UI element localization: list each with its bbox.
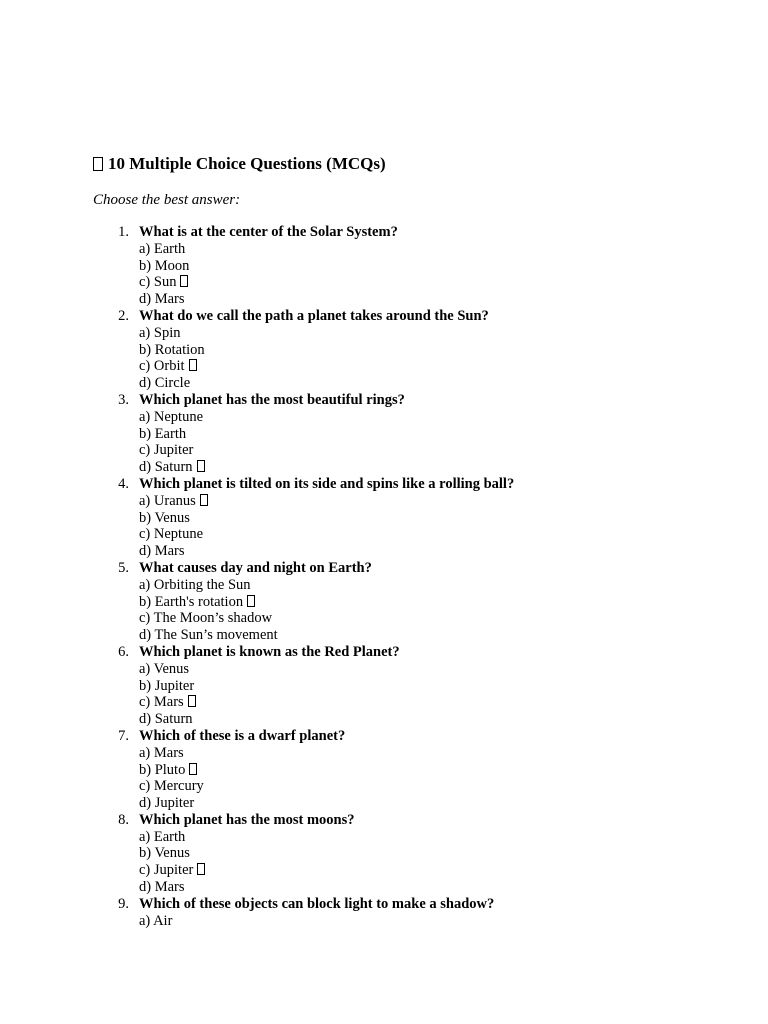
answer-option-label: b) Rotation — [139, 341, 205, 358]
answer-option-5-2 — [139, 594, 733, 611]
answer-option-4-4 — [139, 543, 733, 560]
missing-glyph-icon — [180, 275, 188, 287]
question-item-7 — [93, 728, 733, 812]
missing-glyph-icon — [93, 157, 103, 171]
answer-option-label: d) Mars — [139, 543, 185, 560]
question-number: 3. — [118, 391, 129, 408]
question-item-6 — [93, 644, 733, 728]
question-number: 1. — [118, 224, 129, 240]
missing-glyph-icon — [197, 460, 205, 472]
question-text: Which planet is known as the Red Planet? — [139, 643, 400, 660]
question-item-5 — [93, 560, 733, 644]
missing-glyph-icon — [189, 763, 197, 775]
answer-option-label: c) Mercury — [139, 778, 204, 795]
answer-option-6-1 — [139, 661, 733, 678]
answer-option-label: a) Venus — [139, 660, 190, 677]
answer-option-7-4 — [139, 795, 733, 812]
answer-option-label: b) Earth — [139, 425, 187, 442]
answer-option-label: d) Saturn — [139, 711, 193, 728]
answer-option-4-3 — [139, 526, 733, 543]
question-item-2 — [93, 308, 733, 392]
answer-option-label: c) Orbit — [139, 358, 185, 375]
question-number: 9. — [118, 895, 129, 912]
answer-option-2-3 — [139, 358, 733, 375]
answer-option-4-1 — [139, 493, 733, 510]
question-item-8 — [93, 812, 733, 896]
answer-option-8-4 — [139, 879, 733, 896]
answer-option-label: d) Saturn — [139, 459, 193, 476]
answer-option-5-1 — [139, 577, 733, 594]
missing-glyph-icon — [247, 595, 255, 607]
answer-option-7-3 — [139, 778, 733, 795]
question-text: What causes day and night on Earth? — [139, 559, 372, 576]
answer-option-label: a) Earth — [139, 240, 186, 257]
question-text: What is at the center of the Solar System? — [139, 224, 398, 240]
missing-glyph-icon — [200, 494, 208, 506]
answer-option-label: b) Pluto — [139, 761, 186, 778]
answer-option-5-4 — [139, 627, 733, 644]
answer-option-7-2 — [139, 762, 733, 779]
answer-option-9-1 — [139, 913, 733, 930]
question-number: 6. — [118, 643, 129, 660]
answer-option-1-4 — [139, 291, 733, 308]
answer-option-6-2 — [139, 678, 733, 695]
question-item-4 — [93, 476, 733, 560]
answer-option-6-3 — [139, 694, 733, 711]
answer-option-label: d) Jupiter — [139, 795, 195, 812]
answer-option-1-3 — [139, 274, 733, 291]
missing-glyph-icon — [189, 359, 197, 371]
answer-option-label: d) Circle — [139, 375, 191, 392]
answer-option-4-2 — [139, 510, 733, 527]
answer-option-3-1 — [139, 409, 733, 426]
answer-option-label: d) The Sun’s movement — [139, 627, 278, 644]
question-item-9 — [93, 896, 733, 930]
answer-option-2-4 — [139, 375, 733, 392]
question-text: Which of these is a dwarf planet? — [139, 727, 346, 744]
answer-option-1-1 — [139, 241, 733, 258]
answer-option-label: a) Spin — [139, 324, 181, 341]
answer-option-label: b) Moon — [139, 257, 190, 274]
answer-option-3-3 — [139, 442, 733, 459]
answer-option-label: a) Air — [139, 912, 173, 929]
question-text: Which planet has the most beautiful rings? — [139, 391, 405, 408]
question-item-1 — [93, 224, 733, 308]
answer-option-label: d) Mars — [139, 291, 185, 308]
answer-option-label: a) Earth — [139, 828, 186, 845]
answer-option-label: c) Jupiter — [139, 442, 194, 459]
answer-option-label: c) Neptune — [139, 526, 204, 543]
question-text: Which of these objects can block light to make a shadow? — [139, 895, 495, 912]
answer-option-7-1 — [139, 745, 733, 762]
answer-option-8-1 — [139, 829, 733, 846]
answer-option-label: b) Venus — [139, 845, 190, 862]
answer-option-8-2 — [139, 845, 733, 862]
answer-option-label: c) The Moon’s shadow — [139, 610, 273, 627]
answer-option-label: c) Mars — [139, 694, 184, 711]
question-number: 2. — [118, 307, 129, 324]
question-number: 7. — [118, 727, 129, 744]
answer-option-8-3 — [139, 862, 733, 879]
missing-glyph-icon — [197, 863, 205, 875]
answer-option-label: d) Mars — [139, 879, 185, 896]
question-text: Which planet is tilted on its side and spins like a rolling ball? — [139, 475, 515, 492]
answer-option-1-2 — [139, 258, 733, 275]
answer-option-label: a) Orbiting the Sun — [139, 576, 251, 593]
question-text: Which planet has the most moons? — [139, 811, 355, 828]
question-number: 5. — [118, 559, 129, 576]
answer-option-label: c) Sun — [139, 274, 177, 291]
answer-option-label: a) Uranus — [139, 492, 196, 509]
answer-option-label: a) Mars — [139, 744, 184, 761]
answer-option-label: b) Venus — [139, 509, 190, 526]
question-number: 4. — [118, 475, 129, 492]
missing-glyph-icon — [188, 695, 196, 707]
question-number: 8. — [118, 811, 129, 828]
answer-option-label: b) Jupiter — [139, 677, 195, 694]
answer-option-3-4 — [139, 459, 733, 476]
answer-option-2-1 — [139, 325, 733, 342]
question-text: What do we call the path a planet takes around the Sun? — [139, 307, 489, 324]
answer-option-label: a) Neptune — [139, 408, 204, 425]
document-title-text: 10 Multiple Choice Questions (MCQs) — [108, 154, 386, 173]
document-title — [93, 153, 386, 175]
answer-option-label: b) Earth's rotation — [139, 593, 244, 610]
answer-option-5-3 — [139, 610, 733, 627]
question-list — [93, 224, 733, 929]
answer-option-3-2 — [139, 426, 733, 443]
answer-option-6-4 — [139, 711, 733, 728]
question-item-3 — [93, 392, 733, 476]
answer-option-label: c) Jupiter — [139, 862, 194, 879]
instruction-text: Choose the best answer: — [93, 192, 241, 208]
answer-option-2-2 — [139, 342, 733, 359]
